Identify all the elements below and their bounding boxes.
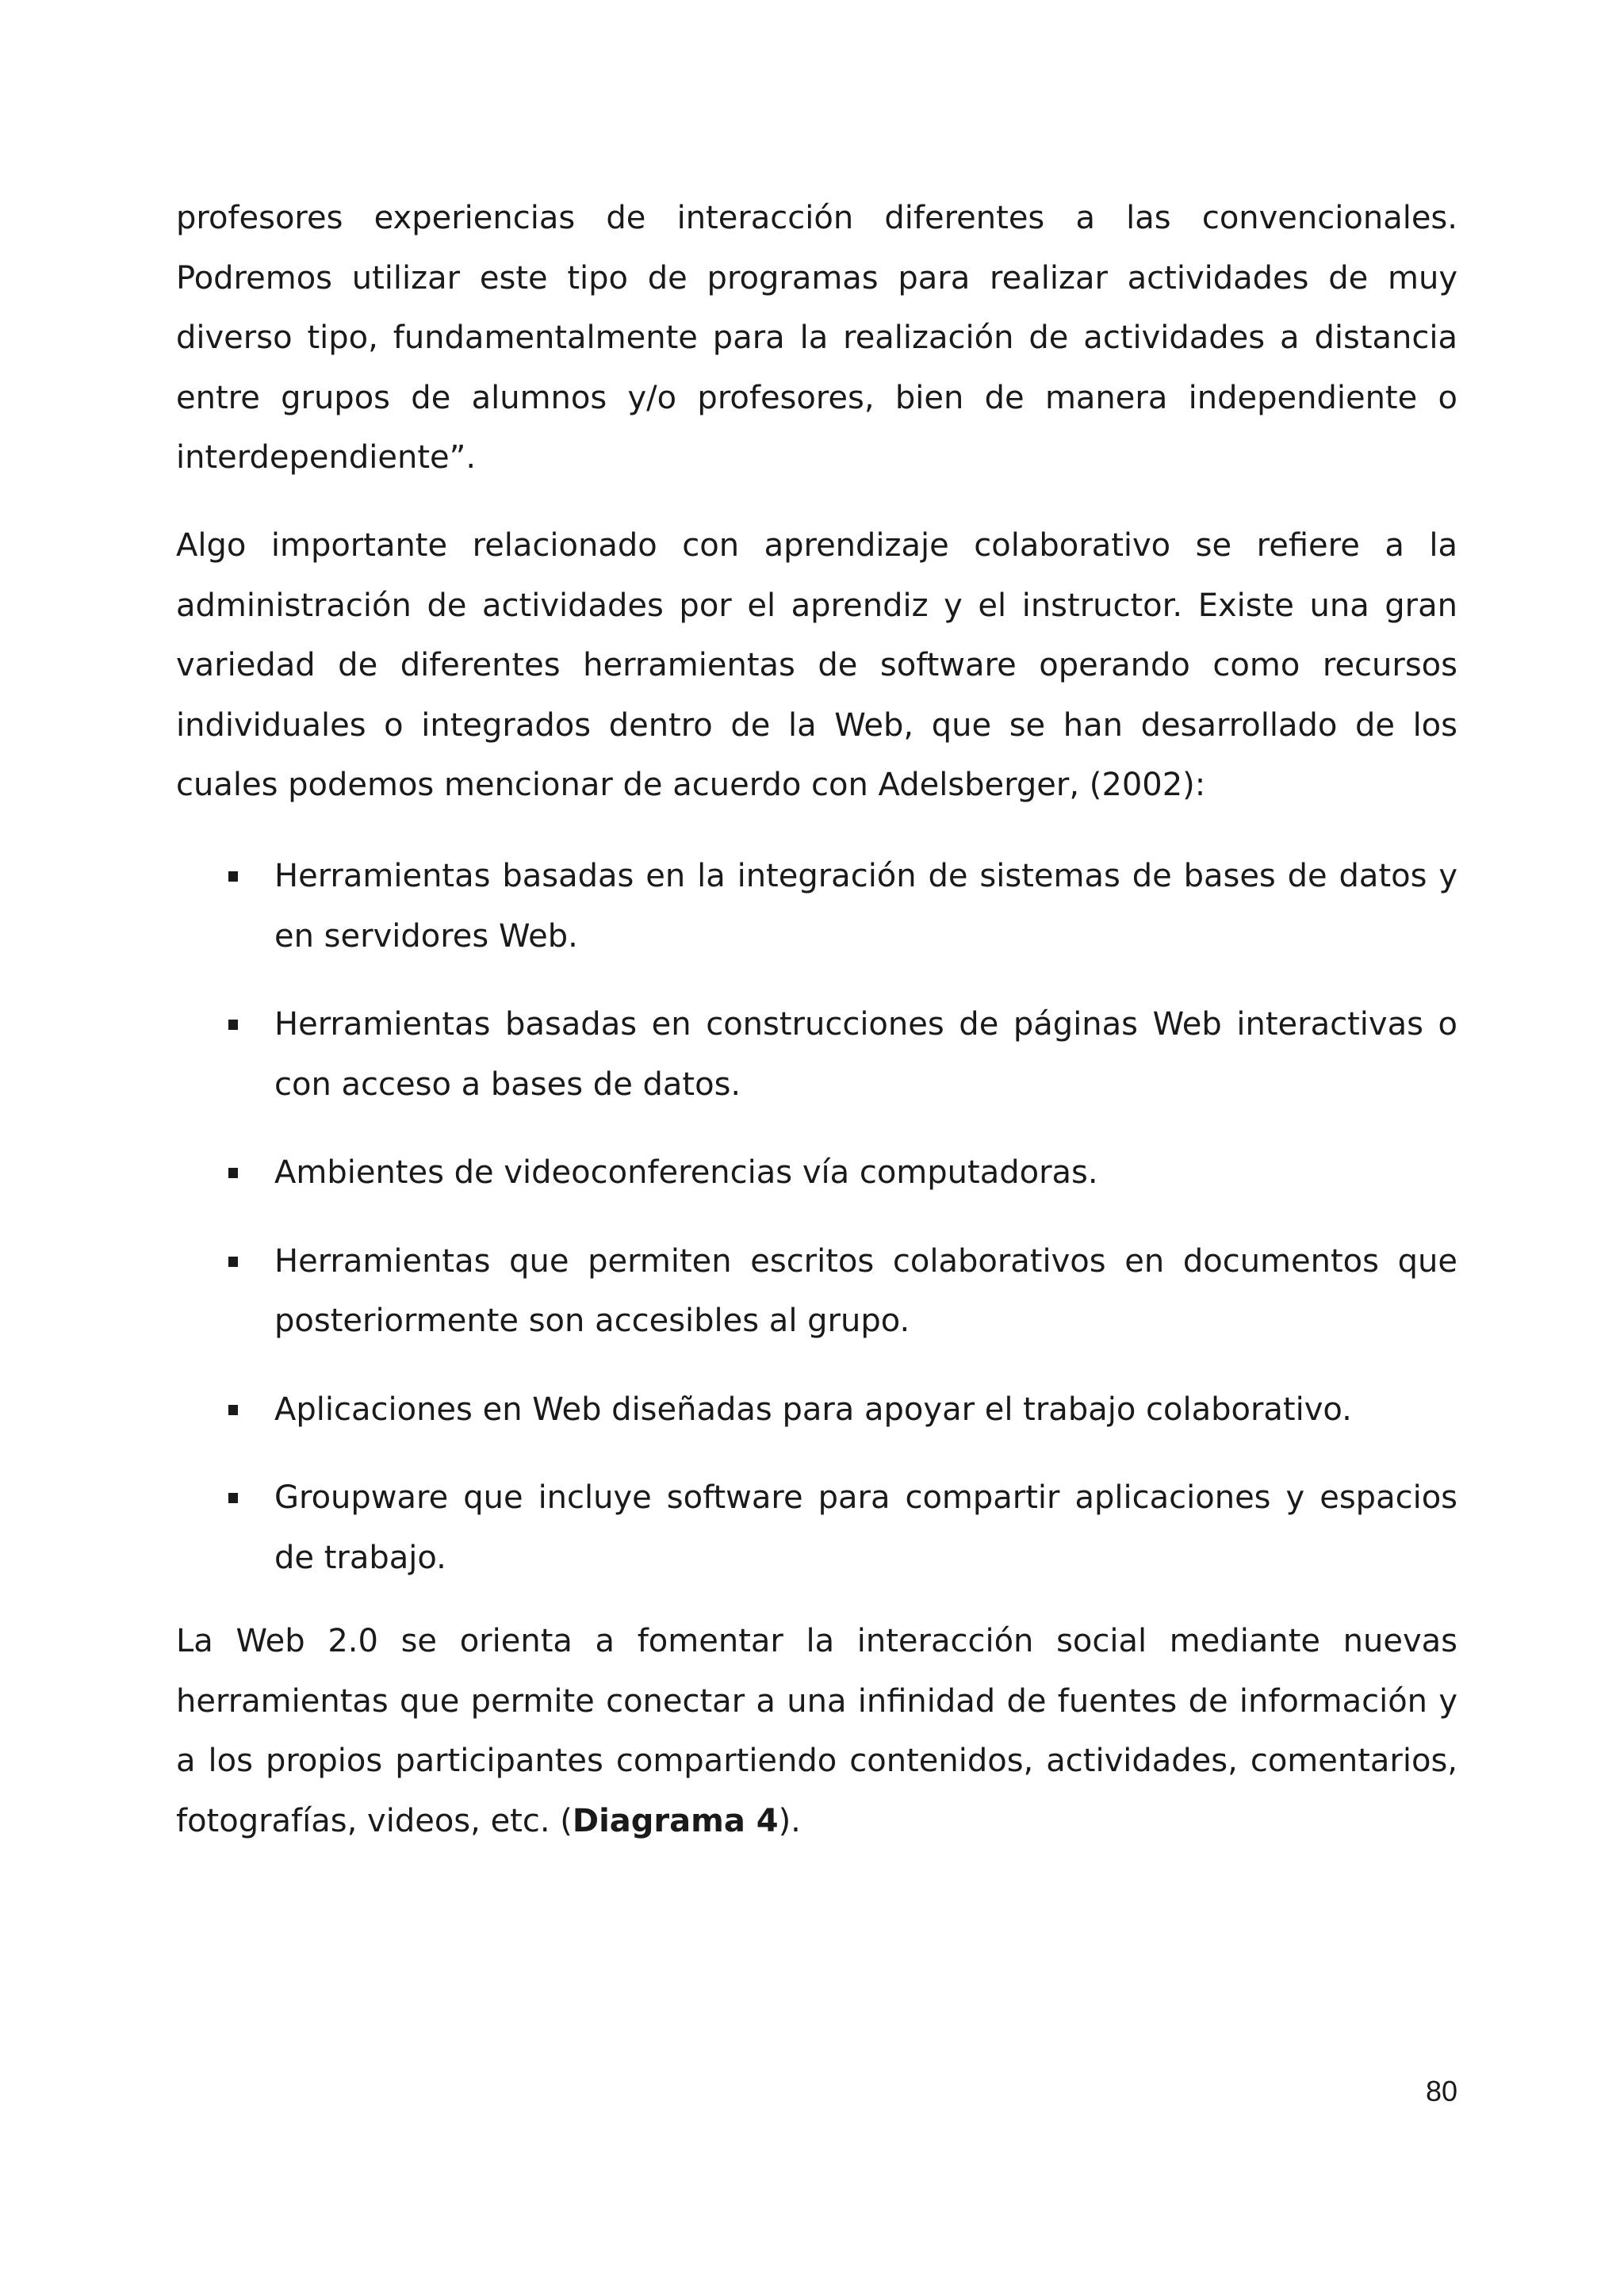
list-item [176, 1380, 1457, 1441]
square-bullet-icon [228, 1405, 238, 1415]
paragraph-web-2-0 [176, 1612, 1457, 1851]
list-item-text: Groupware que incluye software para compartir aplicaciones y espacios de trabajo. [274, 1479, 1457, 1576]
list-item [176, 1232, 1457, 1352]
list-item-text: Herramientas basadas en construcciones de páginas Web interactivas o con acceso a bases de datos. [274, 1006, 1457, 1103]
square-bullet-icon [228, 1493, 238, 1503]
list-item-text: Ambientes de videoconferencias vía computadoras. [274, 1154, 1098, 1191]
square-bullet-icon [228, 1168, 238, 1178]
square-bullet-icon [228, 871, 238, 882]
list-item [176, 847, 1457, 966]
square-bullet-icon [228, 1020, 238, 1030]
list-item [176, 995, 1457, 1115]
list-item [176, 1143, 1457, 1203]
paragraph-text-end: ). [778, 1802, 801, 1839]
list-item [176, 1468, 1457, 1588]
square-bullet-icon [228, 1257, 238, 1267]
page-number: 80 [1425, 2075, 1457, 2107]
list-item-text: Herramientas basadas en la integración de sistemas de bases de datos y en servidores Web. [274, 858, 1457, 955]
paragraph-collaborative-tools: Algo importante relacionado con aprendizaje colaborativo se refiere a la administración de actividades por el aprendiz y el instructor. Existe una gran variedad de diferentes herramientas de software operando como recursos individuales o integrados dentro de la Web, que se han desarrollado de los cuales podemos mencionar de acuerdo con Adelsberger, (2002): [176, 527, 1457, 803]
list-item-text: Herramientas que permiten escritos colaborativos en documentos que posteriormente son accesibles al grupo. [274, 1242, 1457, 1339]
tools-bullet-list [176, 847, 1457, 1617]
paragraph-text: La Web 2.0 se orienta a fomentar la interacción social mediante nuevas herramientas que permite conectar a una infinidad de fuentes de información y a los propios participantes compartiendo contenidos, actividades, comentarios, fotografías, videos, etc. ( [176, 1623, 1457, 1839]
paragraph-intro: profesores experiencias de interacción diferentes a las convencionales. Podremos utilizar este tipo de programas para realizar actividades de muy diverso tipo, fundamentalmente para la realización de actividades a distancia entre grupos de alumnos y/o profesores, bien de manera independiente o interdependiente”. [176, 200, 1457, 476]
list-item-text: Aplicaciones en Web diseñadas para apoyar el trabajo colaborativo. [274, 1391, 1352, 1428]
diagram-reference: Diagrama 4 [572, 1802, 779, 1839]
